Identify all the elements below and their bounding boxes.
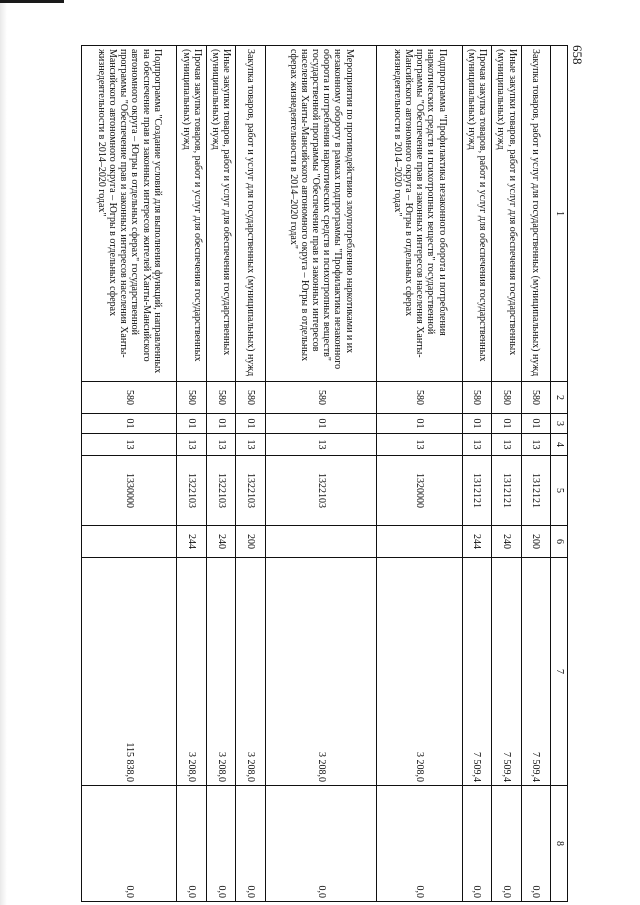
row-code-4: 13	[377, 434, 462, 456]
row-code-4: 13	[462, 434, 491, 456]
rotated-table-container	[81, 45, 568, 901]
page-number: 658	[570, 45, 585, 65]
scan-top-mark	[0, 0, 64, 3]
row-name: Подпрограмма "Профилактика незаконного оборота и потребления наркотических средств и психотропных веществ" государственной программы "Обеспечение прав и законных интересов населения Ханты-Мансийского автономного округа – Югры в отдельных сферах жизнедеятельности в 2014–2020 годах"	[377, 46, 462, 382]
row-code-4: 13	[265, 434, 377, 456]
table-row	[492, 46, 521, 902]
row-code-6	[377, 526, 462, 558]
row-code-3: 01	[462, 414, 491, 434]
row-code-6: 200	[521, 526, 550, 558]
header-col-4: 4	[551, 434, 568, 456]
row-name: Мероприятия по противодействию злоупотреблению наркотиками и их незаконному обороту в рамках подпрограммы "Профилактика незаконного оборота и потребления наркотических средств и психотропных веществ" государственной программы "Обеспечение прав и законных интересов населения Ханты-Мансийского автономного округа – Югры в отдельных сферах жизнедеятельности в 2014–2020 годах"	[265, 46, 377, 382]
row-code-2: 580	[82, 382, 177, 414]
row-name: Закупка товаров, работ и услуг для государственных (муниципальных) нужд	[521, 46, 550, 382]
table-row	[82, 46, 177, 902]
row-code-5: 1312121	[462, 456, 491, 526]
row-code-3: 01	[265, 414, 377, 434]
row-code-6	[82, 526, 177, 558]
row-amount: 3 208,0	[206, 558, 235, 786]
row-amount-2: 0,0	[177, 786, 206, 902]
row-code-3: 01	[521, 414, 550, 434]
row-code-4: 13	[206, 434, 235, 456]
row-amount: 115 838,0	[82, 558, 177, 786]
table-row	[206, 46, 235, 902]
row-amount: 7 509,4	[462, 558, 491, 786]
row-amount-2: 0,0	[377, 786, 462, 902]
row-code-4: 13	[82, 434, 177, 456]
row-amount: 3 208,0	[236, 558, 265, 786]
row-code-5: 1320000	[377, 456, 462, 526]
row-amount-2: 0,0	[82, 786, 177, 902]
table-row	[521, 46, 550, 902]
row-code-4: 13	[236, 434, 265, 456]
row-amount-2: 0,0	[462, 786, 491, 902]
row-code-2: 580	[492, 382, 521, 414]
row-amount-2: 0,0	[492, 786, 521, 902]
row-code-2: 580	[236, 382, 265, 414]
row-code-2: 580	[521, 382, 550, 414]
row-code-6: 240	[492, 526, 521, 558]
row-code-2: 580	[462, 382, 491, 414]
header-col-7: 7	[551, 558, 568, 786]
row-amount-2: 0,0	[521, 786, 550, 902]
row-amount-2: 0,0	[206, 786, 235, 902]
row-code-5: 1330000	[82, 456, 177, 526]
row-code-5: 1322103	[236, 456, 265, 526]
budget-table	[81, 45, 568, 902]
row-code-6	[265, 526, 377, 558]
row-amount: 3 208,0	[265, 558, 377, 786]
row-code-3: 01	[82, 414, 177, 434]
row-code-5: 1322103	[206, 456, 235, 526]
header-col-5: 5	[551, 456, 568, 526]
row-code-2: 580	[206, 382, 235, 414]
row-code-6: 244	[177, 526, 206, 558]
row-code-5: 1312121	[492, 456, 521, 526]
row-name: Прочая закупка товаров, работ и услуг для обеспечения государственных (муниципальных) нужд	[177, 46, 206, 382]
row-code-4: 13	[177, 434, 206, 456]
header-col-6: 6	[551, 526, 568, 558]
scan-edge-shadow	[0, 0, 7, 905]
row-amount-2: 0,0	[265, 786, 377, 902]
table-row	[377, 46, 462, 902]
row-name: Прочая закупка товаров, работ и услуг для обеспечения государственных (муниципальных) нужд	[462, 46, 491, 382]
row-name: Подпрограмма "Создание условий для выполнения функций, направленных на обеспечение прав и законных интересов жителей Ханты-Мансийского автономного округа – Югры в отдельных сферах" государственной программы "Обеспечение прав и законных интересов населения Ханты-Мансийского автономного округа – Югры в отдельных сферах жизнедеятельности в 2014–2020 годах"	[82, 46, 177, 382]
row-code-3: 01	[377, 414, 462, 434]
table-row	[265, 46, 377, 902]
table-row	[236, 46, 265, 902]
row-name: Иные закупки товаров, работ и услуг для обеспечения государственных (муниципальных) нужд	[492, 46, 521, 382]
row-code-6: 244	[462, 526, 491, 558]
row-name: Иные закупки товаров, работ и услуг для обеспечения государственных (муниципальных) нужд	[206, 46, 235, 382]
row-amount: 7 509,4	[492, 558, 521, 786]
header-col-2: 2	[551, 382, 568, 414]
row-code-4: 13	[521, 434, 550, 456]
row-code-3: 01	[177, 414, 206, 434]
row-amount: 3 208,0	[177, 558, 206, 786]
row-amount: 3 208,0	[377, 558, 462, 786]
row-code-5: 1322103	[265, 456, 377, 526]
table-row	[462, 46, 491, 902]
row-code-5: 1322103	[177, 456, 206, 526]
row-code-2: 580	[377, 382, 462, 414]
row-code-2: 580	[265, 382, 377, 414]
header-col-8: 8	[551, 786, 568, 902]
header-col-1: 1	[551, 46, 568, 382]
row-code-5: 1312121	[521, 456, 550, 526]
row-code-6: 240	[206, 526, 235, 558]
row-code-3: 01	[206, 414, 235, 434]
table-row	[177, 46, 206, 902]
row-code-3: 01	[492, 414, 521, 434]
row-amount: 7 509,4	[521, 558, 550, 786]
row-code-6: 200	[236, 526, 265, 558]
header-row	[551, 46, 568, 902]
row-code-2: 580	[177, 382, 206, 414]
row-code-3: 01	[236, 414, 265, 434]
row-amount-2: 0,0	[236, 786, 265, 902]
row-code-4: 13	[492, 434, 521, 456]
row-name: Закупка товаров, работ и услуг для государственных (муниципальных) нужд	[236, 46, 265, 382]
header-col-3: 3	[551, 414, 568, 434]
